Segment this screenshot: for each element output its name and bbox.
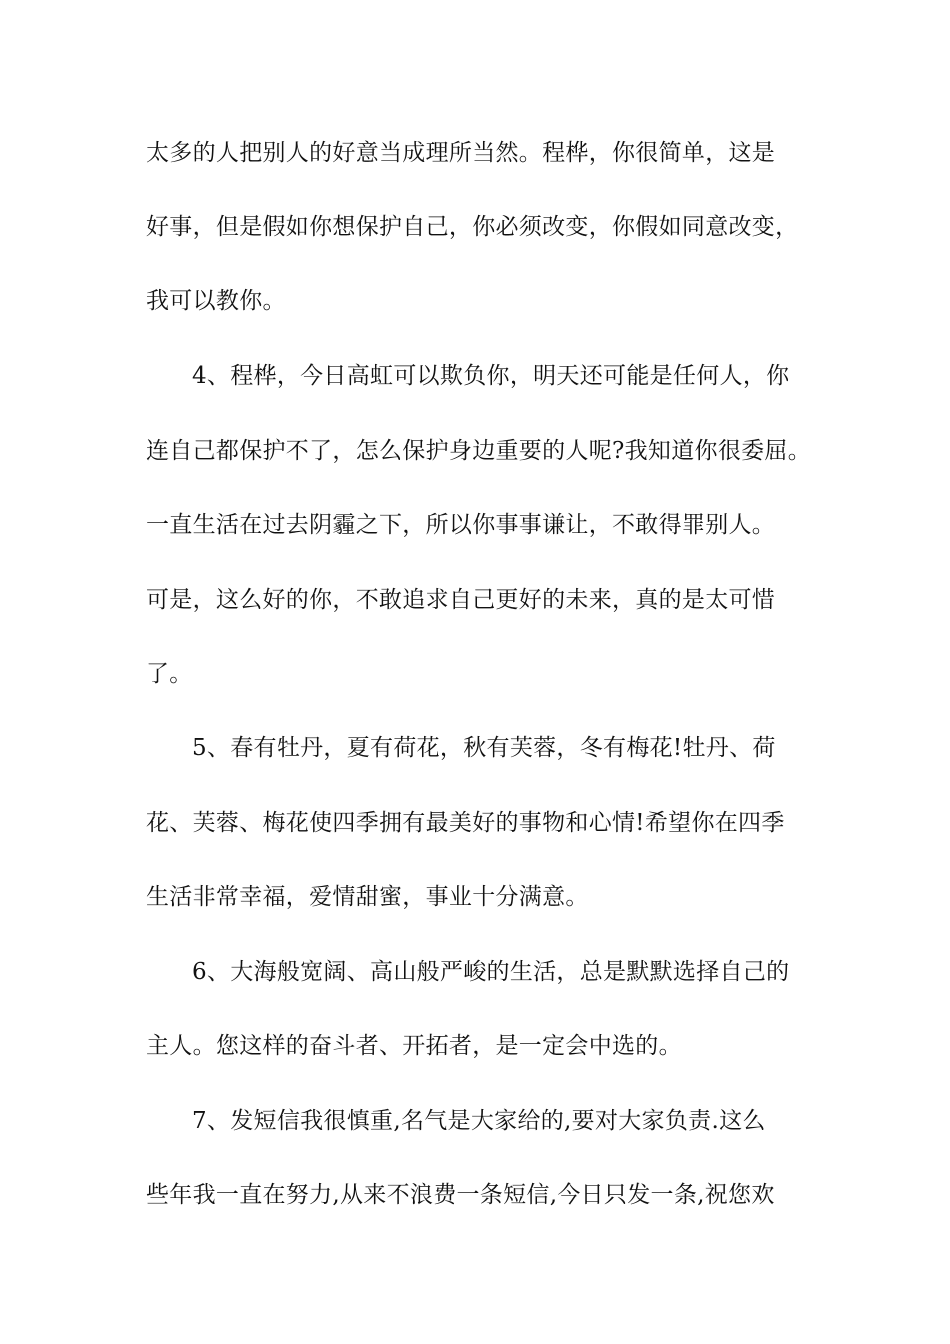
text-line: 太多的人把别人的好意当成理所当然。程桦，你很简单，这是: [146, 140, 776, 166]
text-line: 主人。您这样的奋斗者、开拓者，是一定会中选的。: [146, 1033, 682, 1059]
text-line: 花、芙蓉、梅花使四季拥有最美好的事物和心情!希望你在四季: [146, 810, 785, 836]
text-line: 连自己都保护不了，怎么保护身边重要的人呢?我知道你很委屈。: [146, 438, 812, 464]
text-line: 一直生活在过去阴霾之下，所以你事事谦让，不敢得罪别人。: [146, 512, 776, 538]
paragraph-5-start: 5、春有牡丹，夏有荷花，秋有芙蓉，冬有梅花!牡丹、荷: [192, 735, 776, 761]
text-line: 些年我一直在努力,从来不浪费一条短信,今日只发一条,祝您欢: [146, 1182, 775, 1208]
text-line: 我可以教你。: [146, 288, 286, 314]
text-line: 好事，但是假如你想保护自己，你必须改变，你假如同意改变，: [146, 214, 799, 240]
text-line: 了。: [146, 661, 193, 687]
text-line: 生活非常幸福，爱情甜蜜，事业十分满意。: [146, 884, 589, 910]
text-line: 可是，这么好的你，不敢追求自己更好的未来，真的是太可惜: [146, 587, 776, 613]
paragraph-4-start: 4、程桦，今日高虹可以欺负你，明天还可能是任何人，你: [192, 363, 790, 389]
paragraph-7-start: 7、发短信我很慎重,名气是大家给的,要对大家负责.这么: [192, 1108, 766, 1134]
paragraph-6-start: 6、大海般宽阔、高山般严峻的生活，总是默默选择自己的: [192, 959, 790, 985]
